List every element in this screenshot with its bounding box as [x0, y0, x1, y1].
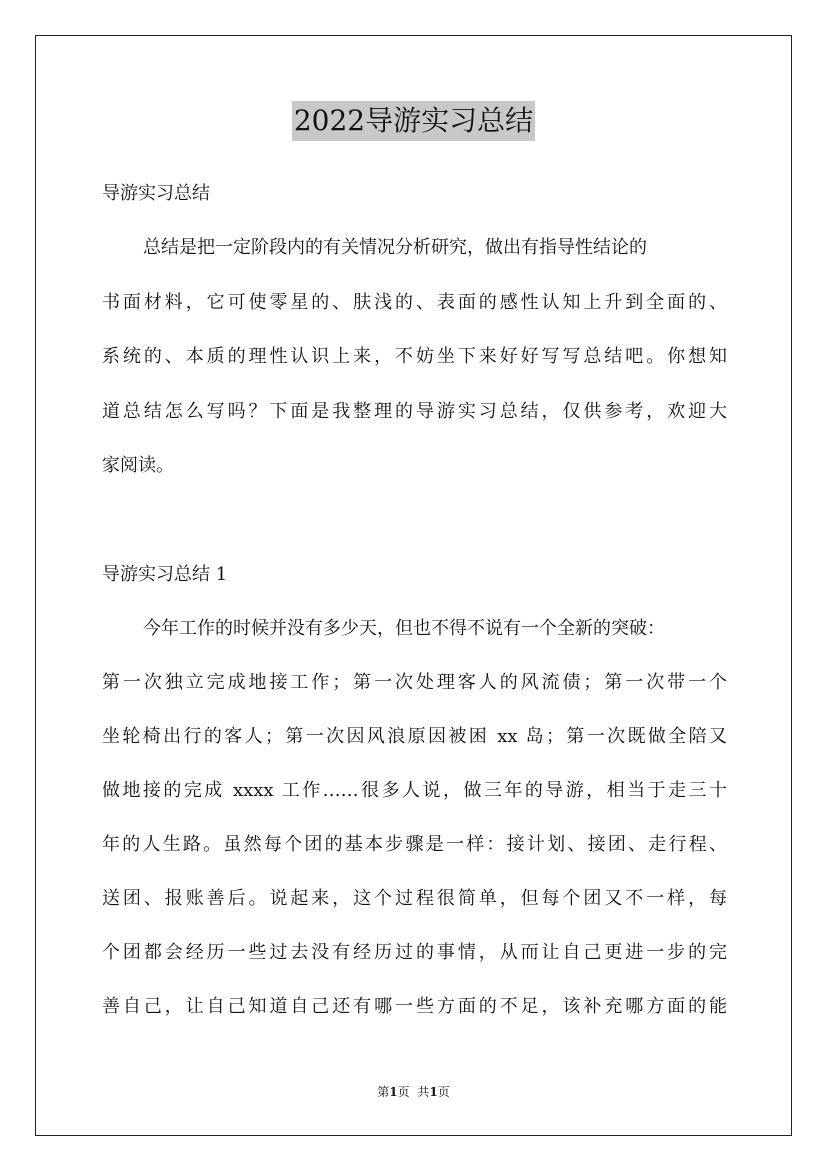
intro-line-5: 家阅读。	[102, 455, 174, 476]
body-line-1: 今年工作的时候并没有多少天，但也不得不说有一个全新的突破：	[143, 618, 665, 639]
page-footer	[0, 1083, 827, 1101]
body-line-4: 做地接的完成 xxxx 工作……很多人说，做三年的导游，相当于走三十	[102, 780, 727, 801]
body-line-6: 送团、报账善后。说起来，这个过程很简单，但每个团又不一样，每	[102, 888, 727, 909]
body-line-2: 第一次独立完成地接工作；第一次处理客人的风流债；第一次带一个	[102, 672, 727, 693]
title-container	[0, 101, 827, 141]
body-line-8: 善自己，让自己知道自己还有哪一些方面的不足，该补充哪方面的能	[102, 996, 727, 1017]
intro-line-1: 总结是把一定阶段内的有关情况分析研究，做出有指导性结论的	[143, 237, 647, 258]
footer-page-unit: 页	[397, 1085, 410, 1099]
intro-line-3: 系统的、本质的理性认识上来，不妨坐下来好好写写总结吧。你想知	[102, 346, 727, 367]
body-line-7: 个团都会经历一些过去没有经历过的事情，从而让自己更进一步的完	[102, 942, 727, 963]
section-heading-2: 导游实习总结 1	[102, 564, 228, 585]
footer-total-number: 1	[429, 1085, 438, 1099]
footer-total-unit: 页	[437, 1085, 450, 1099]
body-line-3: 坐轮椅出行的客人；第一次因风浪原因被困 xx 岛；第一次既做全陪又	[102, 726, 727, 747]
footer-total-prefix: 共	[417, 1085, 430, 1099]
footer-page-prefix: 第	[377, 1085, 390, 1099]
intro-line-2: 书面材料，它可使零星的、肤浅的、表面的感性认知上升到全面的、	[102, 292, 727, 313]
section-heading-1: 导游实习总结	[102, 183, 210, 204]
footer-page-number: 1	[389, 1085, 398, 1099]
intro-line-4: 道总结怎么写吗？下面是我整理的导游实习总结，仅供参考，欢迎大	[102, 401, 727, 422]
document-title: 2022导游实习总结	[292, 101, 535, 141]
body-line-5: 年的人生路。虽然每个团的基本步骤是一样：接计划、接团、走行程、	[102, 834, 727, 855]
